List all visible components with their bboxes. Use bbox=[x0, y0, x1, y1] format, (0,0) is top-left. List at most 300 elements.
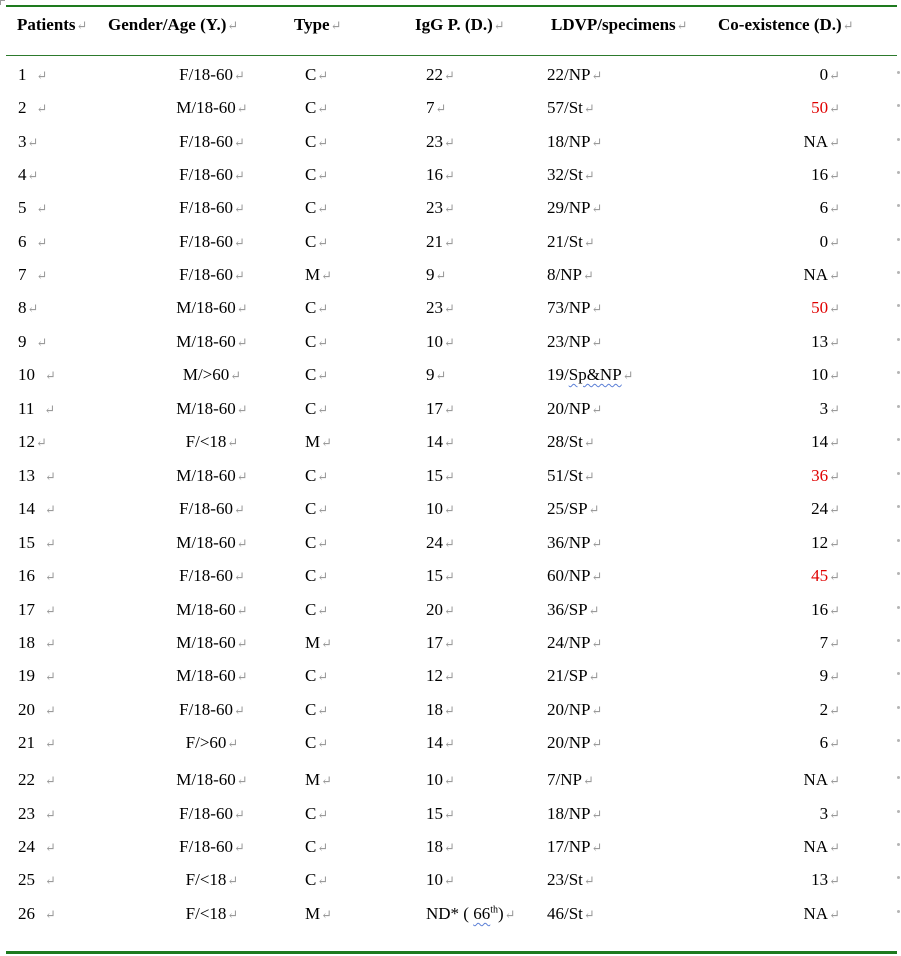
cell-ldvp: 8/NP↵ bbox=[547, 265, 594, 284]
return-mark-icon: ↵ bbox=[829, 873, 840, 888]
table-top-rule bbox=[6, 5, 897, 7]
cell-gender-age: F/<18↵ bbox=[185, 432, 239, 451]
cell-patient: 16 ↵ bbox=[18, 566, 56, 585]
table-row bbox=[0, 265, 901, 287]
return-mark-icon: ↵ bbox=[233, 168, 245, 183]
cell-coexistence: 24↵ bbox=[811, 499, 840, 518]
cell-igg: 16↵ bbox=[426, 165, 455, 184]
row-end-mark-icon bbox=[897, 472, 900, 475]
return-mark-icon: ↵ bbox=[233, 502, 245, 517]
table-row bbox=[0, 870, 901, 892]
cell-coexistence: NA↵ bbox=[803, 770, 840, 789]
cell-ldvp: 46/St↵ bbox=[547, 904, 595, 923]
return-mark-icon: ↵ bbox=[36, 235, 48, 250]
cell-igg: 9↵ bbox=[426, 365, 447, 384]
return-mark-icon: ↵ bbox=[829, 907, 840, 922]
cell-gender-age: F/<18↵ bbox=[185, 870, 239, 889]
cell-coexistence: 7↵ bbox=[819, 633, 840, 652]
cell-type: M↵ bbox=[305, 265, 333, 284]
return-mark-icon: ↵ bbox=[317, 502, 329, 517]
cell-coexistence: 3↵ bbox=[819, 804, 840, 823]
cell-igg: 21↵ bbox=[426, 232, 455, 251]
cell-ldvp: 73/NP↵ bbox=[547, 298, 603, 317]
return-mark-icon: ↵ bbox=[829, 807, 840, 822]
row-end-mark-icon bbox=[897, 171, 900, 174]
row-end-mark-icon bbox=[897, 238, 900, 241]
return-mark-icon: ↵ bbox=[435, 101, 447, 116]
table-row bbox=[0, 198, 901, 220]
cell-coexistence: 13↵ bbox=[811, 870, 840, 889]
cell-ldvp: 20/NP↵ bbox=[547, 399, 603, 418]
cell-patient: 18 ↵ bbox=[18, 633, 56, 652]
return-mark-icon: ↵ bbox=[829, 840, 840, 855]
table-row bbox=[0, 365, 901, 387]
cell-patient: 5 ↵ bbox=[18, 198, 48, 217]
return-mark-icon: ↵ bbox=[444, 873, 455, 888]
row-end-mark-icon bbox=[897, 271, 900, 274]
return-mark-icon: ↵ bbox=[45, 873, 56, 888]
cell-type: C↵ bbox=[305, 870, 329, 889]
return-mark-icon: ↵ bbox=[829, 335, 840, 350]
cell-ldvp: 21/St↵ bbox=[547, 232, 595, 251]
cell-gender-age: M/18-60↵ bbox=[176, 298, 248, 317]
cell-igg: 23↵ bbox=[426, 298, 455, 317]
cell-igg: 9↵ bbox=[426, 265, 447, 284]
header-coexistence: Co-existence (D.)↵ bbox=[718, 15, 854, 34]
cell-type: M↵ bbox=[305, 432, 333, 451]
return-mark-icon: ↵ bbox=[45, 469, 56, 484]
cell-igg: 14↵ bbox=[426, 432, 455, 451]
return-mark-icon: ↵ bbox=[36, 201, 48, 216]
return-mark-icon: ↵ bbox=[227, 736, 239, 751]
cell-patient: 6 ↵ bbox=[18, 232, 48, 251]
cell-igg: 15↵ bbox=[426, 804, 455, 823]
return-mark-icon: ↵ bbox=[444, 201, 455, 216]
cell-ldvp: 25/SP↵ bbox=[547, 499, 600, 518]
table-row bbox=[0, 98, 901, 120]
return-mark-icon: ↵ bbox=[591, 736, 603, 751]
return-mark-icon: ↵ bbox=[36, 101, 48, 116]
row-end-mark-icon bbox=[897, 104, 900, 107]
return-mark-icon: ↵ bbox=[45, 840, 56, 855]
return-mark-icon: ↵ bbox=[583, 168, 595, 183]
cell-coexistence: 16↵ bbox=[811, 165, 840, 184]
table-header-row bbox=[0, 15, 901, 37]
cell-type: C↵ bbox=[305, 365, 329, 384]
header-igg: IgG P. (D.)↵ bbox=[415, 15, 505, 34]
return-mark-icon: ↵ bbox=[829, 502, 840, 517]
table-row bbox=[0, 466, 901, 488]
return-mark-icon: ↵ bbox=[591, 703, 603, 718]
return-mark-icon: ↵ bbox=[444, 68, 455, 83]
return-mark-icon: ↵ bbox=[829, 201, 840, 216]
cell-ldvp: 36/SP↵ bbox=[547, 600, 600, 619]
cell-gender-age: M/>60↵ bbox=[182, 365, 242, 384]
cell-type: C↵ bbox=[305, 499, 329, 518]
return-mark-icon: ↵ bbox=[45, 603, 56, 618]
cell-ldvp: 22/NP↵ bbox=[547, 65, 603, 84]
cell-igg: 23↵ bbox=[426, 198, 455, 217]
cell-type: C↵ bbox=[305, 466, 329, 485]
return-mark-icon: ↵ bbox=[444, 502, 455, 517]
cell-ldvp: 18/NP↵ bbox=[547, 132, 603, 151]
table-header-rule bbox=[6, 55, 897, 56]
cell-gender-age: M/18-60↵ bbox=[176, 98, 248, 117]
return-mark-icon: ↵ bbox=[236, 301, 248, 316]
return-mark-icon: ↵ bbox=[227, 435, 239, 450]
return-mark-icon: ↵ bbox=[829, 536, 840, 551]
return-mark-icon: ↵ bbox=[829, 636, 840, 651]
cell-igg: 10↵ bbox=[426, 332, 455, 351]
return-mark-icon: ↵ bbox=[588, 502, 600, 517]
return-mark-icon: ↵ bbox=[829, 368, 840, 383]
cell-gender-age: F/18-60↵ bbox=[179, 198, 245, 217]
return-mark-icon: ↵ bbox=[44, 402, 56, 417]
return-mark-icon: ↵ bbox=[829, 402, 840, 417]
return-mark-icon: ↵ bbox=[45, 536, 56, 551]
cell-gender-age: M/18-60↵ bbox=[176, 466, 248, 485]
cell-ldvp: 57/St↵ bbox=[547, 98, 595, 117]
return-mark-icon: ↵ bbox=[236, 669, 248, 684]
return-mark-icon: ↵ bbox=[829, 603, 840, 618]
cell-type: C↵ bbox=[305, 98, 329, 117]
return-mark-icon: ↵ bbox=[236, 636, 248, 651]
cell-patient: 24 ↵ bbox=[18, 837, 56, 856]
row-end-mark-icon bbox=[897, 810, 900, 813]
cell-ldvp: 21/SP↵ bbox=[547, 666, 600, 685]
return-mark-icon: ↵ bbox=[45, 773, 56, 788]
return-mark-icon: ↵ bbox=[583, 907, 595, 922]
cell-ldvp: 36/NP↵ bbox=[547, 533, 603, 552]
return-mark-icon: ↵ bbox=[444, 569, 455, 584]
row-end-mark-icon bbox=[897, 776, 900, 779]
return-mark-icon: ↵ bbox=[435, 368, 447, 383]
cell-igg: 20↵ bbox=[426, 600, 455, 619]
return-mark-icon: ↵ bbox=[829, 469, 840, 484]
table-row bbox=[0, 332, 901, 354]
cell-ldvp: 23/St↵ bbox=[547, 870, 595, 889]
return-mark-icon: ↵ bbox=[829, 703, 840, 718]
row-end-mark-icon bbox=[897, 204, 900, 207]
cell-patient: 8↵ bbox=[18, 298, 39, 317]
table-row bbox=[0, 65, 901, 87]
return-mark-icon: ↵ bbox=[317, 201, 329, 216]
return-mark-icon: ↵ bbox=[829, 569, 840, 584]
cell-gender-age: F/18-60↵ bbox=[179, 165, 245, 184]
cell-igg: 24↵ bbox=[426, 533, 455, 552]
cell-gender-age: F/18-60↵ bbox=[179, 700, 245, 719]
row-end-mark-icon bbox=[897, 843, 900, 846]
igg-nd-value: ND* ( 66th) bbox=[426, 904, 504, 923]
return-mark-icon: ↵ bbox=[317, 569, 329, 584]
return-mark-icon: ↵ bbox=[829, 235, 840, 250]
return-mark-icon: ↵ bbox=[317, 301, 329, 316]
cell-patient: 26 ↵ bbox=[18, 904, 56, 923]
cell-igg: 14↵ bbox=[426, 733, 455, 752]
return-mark-icon: ↵ bbox=[317, 736, 329, 751]
row-end-mark-icon bbox=[897, 338, 900, 341]
return-mark-icon: ↵ bbox=[321, 435, 333, 450]
cell-type: C↵ bbox=[305, 298, 329, 317]
return-mark-icon: ↵ bbox=[27, 301, 39, 316]
return-mark-icon: ↵ bbox=[317, 873, 329, 888]
cell-ldvp: 32/St↵ bbox=[547, 165, 595, 184]
cell-igg: 15↵ bbox=[426, 566, 455, 585]
table-row bbox=[0, 298, 901, 320]
cell-type: M↵ bbox=[305, 633, 333, 652]
table-row bbox=[0, 804, 901, 826]
cell-gender-age: M/18-60↵ bbox=[176, 666, 248, 685]
return-mark-icon: ↵ bbox=[829, 168, 840, 183]
return-mark-icon: ↵ bbox=[317, 168, 329, 183]
table-row bbox=[0, 533, 901, 555]
return-mark-icon: ↵ bbox=[829, 736, 840, 751]
table-row bbox=[0, 432, 901, 454]
row-end-mark-icon bbox=[897, 739, 900, 742]
table-row bbox=[0, 132, 901, 154]
return-mark-icon: ↵ bbox=[317, 402, 329, 417]
row-end-mark-icon bbox=[897, 639, 900, 642]
table-row bbox=[0, 566, 901, 588]
row-end-mark-icon bbox=[897, 505, 900, 508]
cell-coexistence: 13↵ bbox=[811, 332, 840, 351]
cell-gender-age: M/18-60↵ bbox=[176, 399, 248, 418]
return-mark-icon: ↵ bbox=[829, 268, 840, 283]
return-mark-icon: ↵ bbox=[317, 101, 329, 116]
return-mark-icon: ↵ bbox=[317, 669, 329, 684]
cell-patient: 1 ↵ bbox=[18, 65, 48, 84]
cell-coexistence: 50↵ bbox=[811, 98, 840, 117]
return-mark-icon: ↵ bbox=[444, 335, 455, 350]
table-bottom-rule bbox=[6, 951, 897, 954]
cell-patient: 13 ↵ bbox=[18, 466, 56, 485]
return-mark-icon: ↵ bbox=[36, 435, 47, 450]
cell-ldvp: 24/NP↵ bbox=[547, 633, 603, 652]
cell-patient: 23 ↵ bbox=[18, 804, 56, 823]
return-mark-icon: ↵ bbox=[582, 268, 594, 283]
return-mark-icon: ↵ bbox=[504, 907, 516, 922]
return-mark-icon: ↵ bbox=[591, 840, 603, 855]
cell-gender-age: F/18-60↵ bbox=[179, 265, 245, 284]
return-mark-icon: ↵ bbox=[236, 469, 248, 484]
return-mark-icon: ↵ bbox=[317, 235, 329, 250]
cell-coexistence: 0↵ bbox=[819, 65, 840, 84]
return-mark-icon: ↵ bbox=[829, 101, 840, 116]
cell-gender-age: M/18-60↵ bbox=[176, 770, 248, 789]
cell-coexistence: 50↵ bbox=[811, 298, 840, 317]
return-mark-icon: ↵ bbox=[45, 636, 56, 651]
cell-igg: 10↵ bbox=[426, 870, 455, 889]
row-end-mark-icon bbox=[897, 304, 900, 307]
cell-type: C↵ bbox=[305, 132, 329, 151]
header-gender-age: Gender/Age (Y.)↵ bbox=[108, 15, 239, 34]
cell-type: C↵ bbox=[305, 566, 329, 585]
cell-gender-age: F/18-60↵ bbox=[179, 499, 245, 518]
cell-igg: 10↵ bbox=[426, 770, 455, 789]
return-mark-icon: ↵ bbox=[591, 636, 603, 651]
row-end-mark-icon bbox=[897, 438, 900, 441]
return-mark-icon: ↵ bbox=[227, 907, 239, 922]
cell-patient: 15 ↵ bbox=[18, 533, 56, 552]
return-mark-icon: ↵ bbox=[583, 235, 595, 250]
cell-igg: 18↵ bbox=[426, 837, 455, 856]
return-mark-icon: ↵ bbox=[591, 402, 603, 417]
return-mark-icon: ↵ bbox=[317, 536, 329, 551]
cell-ldvp: 19/Sp&NP↵ bbox=[547, 365, 634, 384]
return-mark-icon: ↵ bbox=[321, 907, 333, 922]
return-mark-icon: ↵ bbox=[45, 368, 56, 383]
cell-coexistence: NA↵ bbox=[803, 265, 840, 284]
cell-patient: 12↵ bbox=[18, 432, 47, 451]
return-mark-icon: ↵ bbox=[233, 201, 245, 216]
return-mark-icon: ↵ bbox=[588, 669, 600, 684]
cell-ldvp: 20/NP↵ bbox=[547, 700, 603, 719]
cell-gender-age: M/18-60↵ bbox=[176, 633, 248, 652]
row-end-mark-icon bbox=[897, 606, 900, 609]
cell-ldvp: 60/NP↵ bbox=[547, 566, 603, 585]
return-mark-icon: ↵ bbox=[233, 68, 245, 83]
return-mark-icon: ↵ bbox=[444, 301, 455, 316]
return-mark-icon: ↵ bbox=[45, 669, 56, 684]
cell-igg: 12↵ bbox=[426, 666, 455, 685]
cell-gender-age: F/18-60↵ bbox=[179, 566, 245, 585]
cell-type: M↵ bbox=[305, 904, 333, 923]
return-mark-icon: ↵ bbox=[27, 135, 39, 150]
return-mark-icon: ↵ bbox=[444, 469, 455, 484]
table-row bbox=[0, 770, 901, 792]
cell-patient: 4↵ bbox=[18, 165, 39, 184]
return-mark-icon: ↵ bbox=[583, 873, 595, 888]
return-mark-icon: ↵ bbox=[444, 135, 455, 150]
table-row bbox=[0, 633, 901, 655]
cell-igg: 17↵ bbox=[426, 399, 455, 418]
return-mark-icon: ↵ bbox=[444, 435, 455, 450]
return-mark-icon: ↵ bbox=[45, 703, 56, 718]
return-mark-icon: ↵ bbox=[321, 268, 333, 283]
return-mark-icon: ↵ bbox=[36, 335, 48, 350]
cell-type: C↵ bbox=[305, 533, 329, 552]
return-mark-icon: ↵ bbox=[233, 135, 245, 150]
cell-type: M↵ bbox=[305, 770, 333, 789]
cell-coexistence: 6↵ bbox=[819, 198, 840, 217]
return-mark-icon: ↵ bbox=[444, 807, 455, 822]
cell-patient: 7 ↵ bbox=[18, 265, 48, 284]
cell-patient: 20 ↵ bbox=[18, 700, 56, 719]
cell-ldvp: 17/NP↵ bbox=[547, 837, 603, 856]
return-mark-icon: ↵ bbox=[236, 335, 248, 350]
table-row bbox=[0, 232, 901, 254]
return-mark-icon: ↵ bbox=[45, 736, 56, 751]
cell-gender-age: F/18-60↵ bbox=[179, 804, 245, 823]
return-mark-icon: ↵ bbox=[27, 168, 39, 183]
row-end-mark-icon bbox=[897, 138, 900, 141]
header-type: Type↵ bbox=[294, 15, 342, 34]
return-mark-icon: ↵ bbox=[233, 840, 245, 855]
cell-gender-age: F/>60↵ bbox=[185, 733, 239, 752]
cell-coexistence: 0↵ bbox=[819, 232, 840, 251]
return-mark-icon: ↵ bbox=[622, 368, 634, 383]
table-row bbox=[0, 600, 901, 622]
cell-patient: 9 ↵ bbox=[18, 332, 48, 351]
cell-ldvp: 7/NP↵ bbox=[547, 770, 594, 789]
cell-ldvp: 29/NP↵ bbox=[547, 198, 603, 217]
cell-igg: 23↵ bbox=[426, 132, 455, 151]
cell-coexistence: 9↵ bbox=[819, 666, 840, 685]
cell-patient: 25 ↵ bbox=[18, 870, 56, 889]
cell-igg: 7↵ bbox=[426, 98, 447, 117]
return-mark-icon: ↵ bbox=[583, 435, 595, 450]
header-ldvp: LDVP/specimens↵ bbox=[551, 15, 688, 34]
return-mark-icon: ↵ bbox=[36, 268, 48, 283]
cell-igg bbox=[426, 904, 516, 924]
return-mark-icon: ↵ bbox=[829, 435, 840, 450]
cell-ldvp: 18/NP↵ bbox=[547, 804, 603, 823]
return-mark-icon: ↵ bbox=[591, 569, 603, 584]
return-mark-icon: ↵ bbox=[233, 268, 245, 283]
cell-igg: 10↵ bbox=[426, 499, 455, 518]
cell-ldvp: 51/St↵ bbox=[547, 466, 595, 485]
return-mark-icon: ↵ bbox=[45, 502, 56, 517]
cell-type: C↵ bbox=[305, 666, 329, 685]
return-mark-icon: ↵ bbox=[317, 807, 329, 822]
cell-type: C↵ bbox=[305, 600, 329, 619]
return-mark-icon: ↵ bbox=[591, 536, 603, 551]
return-mark-icon: ↵ bbox=[321, 773, 333, 788]
cell-coexistence: NA↵ bbox=[803, 132, 840, 151]
return-mark-icon: ↵ bbox=[233, 807, 245, 822]
row-end-mark-icon bbox=[897, 71, 900, 74]
cell-type: C↵ bbox=[305, 399, 329, 418]
cell-type: C↵ bbox=[305, 700, 329, 719]
cell-coexistence: 14↵ bbox=[811, 432, 840, 451]
cell-patient: 2 ↵ bbox=[18, 98, 48, 117]
return-mark-icon: ↵ bbox=[444, 773, 455, 788]
return-mark-icon: ↵ bbox=[591, 68, 603, 83]
cell-coexistence: NA↵ bbox=[803, 904, 840, 923]
cell-patient: 22 ↵ bbox=[18, 770, 56, 789]
cell-igg: 15↵ bbox=[426, 466, 455, 485]
return-mark-icon: ↵ bbox=[591, 201, 603, 216]
return-mark-icon: ↵ bbox=[45, 807, 56, 822]
cell-coexistence: 2↵ bbox=[819, 700, 840, 719]
table-row bbox=[0, 399, 901, 421]
table-row bbox=[0, 666, 901, 688]
cell-coexistence: NA↵ bbox=[803, 837, 840, 856]
return-mark-icon: ↵ bbox=[435, 268, 447, 283]
return-mark-icon: ↵ bbox=[444, 168, 455, 183]
cell-type: C↵ bbox=[305, 65, 329, 84]
cell-igg: 18↵ bbox=[426, 700, 455, 719]
cell-patient: 11 ↵ bbox=[18, 399, 56, 418]
return-mark-icon: ↵ bbox=[236, 101, 248, 116]
return-mark-icon: ↵ bbox=[317, 840, 329, 855]
return-mark-icon: ↵ bbox=[588, 603, 600, 618]
return-mark-icon: ↵ bbox=[36, 68, 48, 83]
cell-type: C↵ bbox=[305, 332, 329, 351]
return-mark-icon: ↵ bbox=[591, 301, 603, 316]
return-mark-icon: ↵ bbox=[236, 773, 248, 788]
row-end-mark-icon bbox=[897, 706, 900, 709]
cell-type: C↵ bbox=[305, 837, 329, 856]
cell-gender-age: M/18-60↵ bbox=[176, 600, 248, 619]
return-mark-icon: ↵ bbox=[444, 669, 455, 684]
return-mark-icon: ↵ bbox=[317, 469, 329, 484]
cell-patient: 10 ↵ bbox=[18, 365, 56, 384]
row-end-mark-icon bbox=[897, 572, 900, 575]
row-end-mark-icon bbox=[897, 371, 900, 374]
cell-gender-age: F/18-60↵ bbox=[179, 65, 245, 84]
row-end-mark-icon bbox=[897, 910, 900, 913]
